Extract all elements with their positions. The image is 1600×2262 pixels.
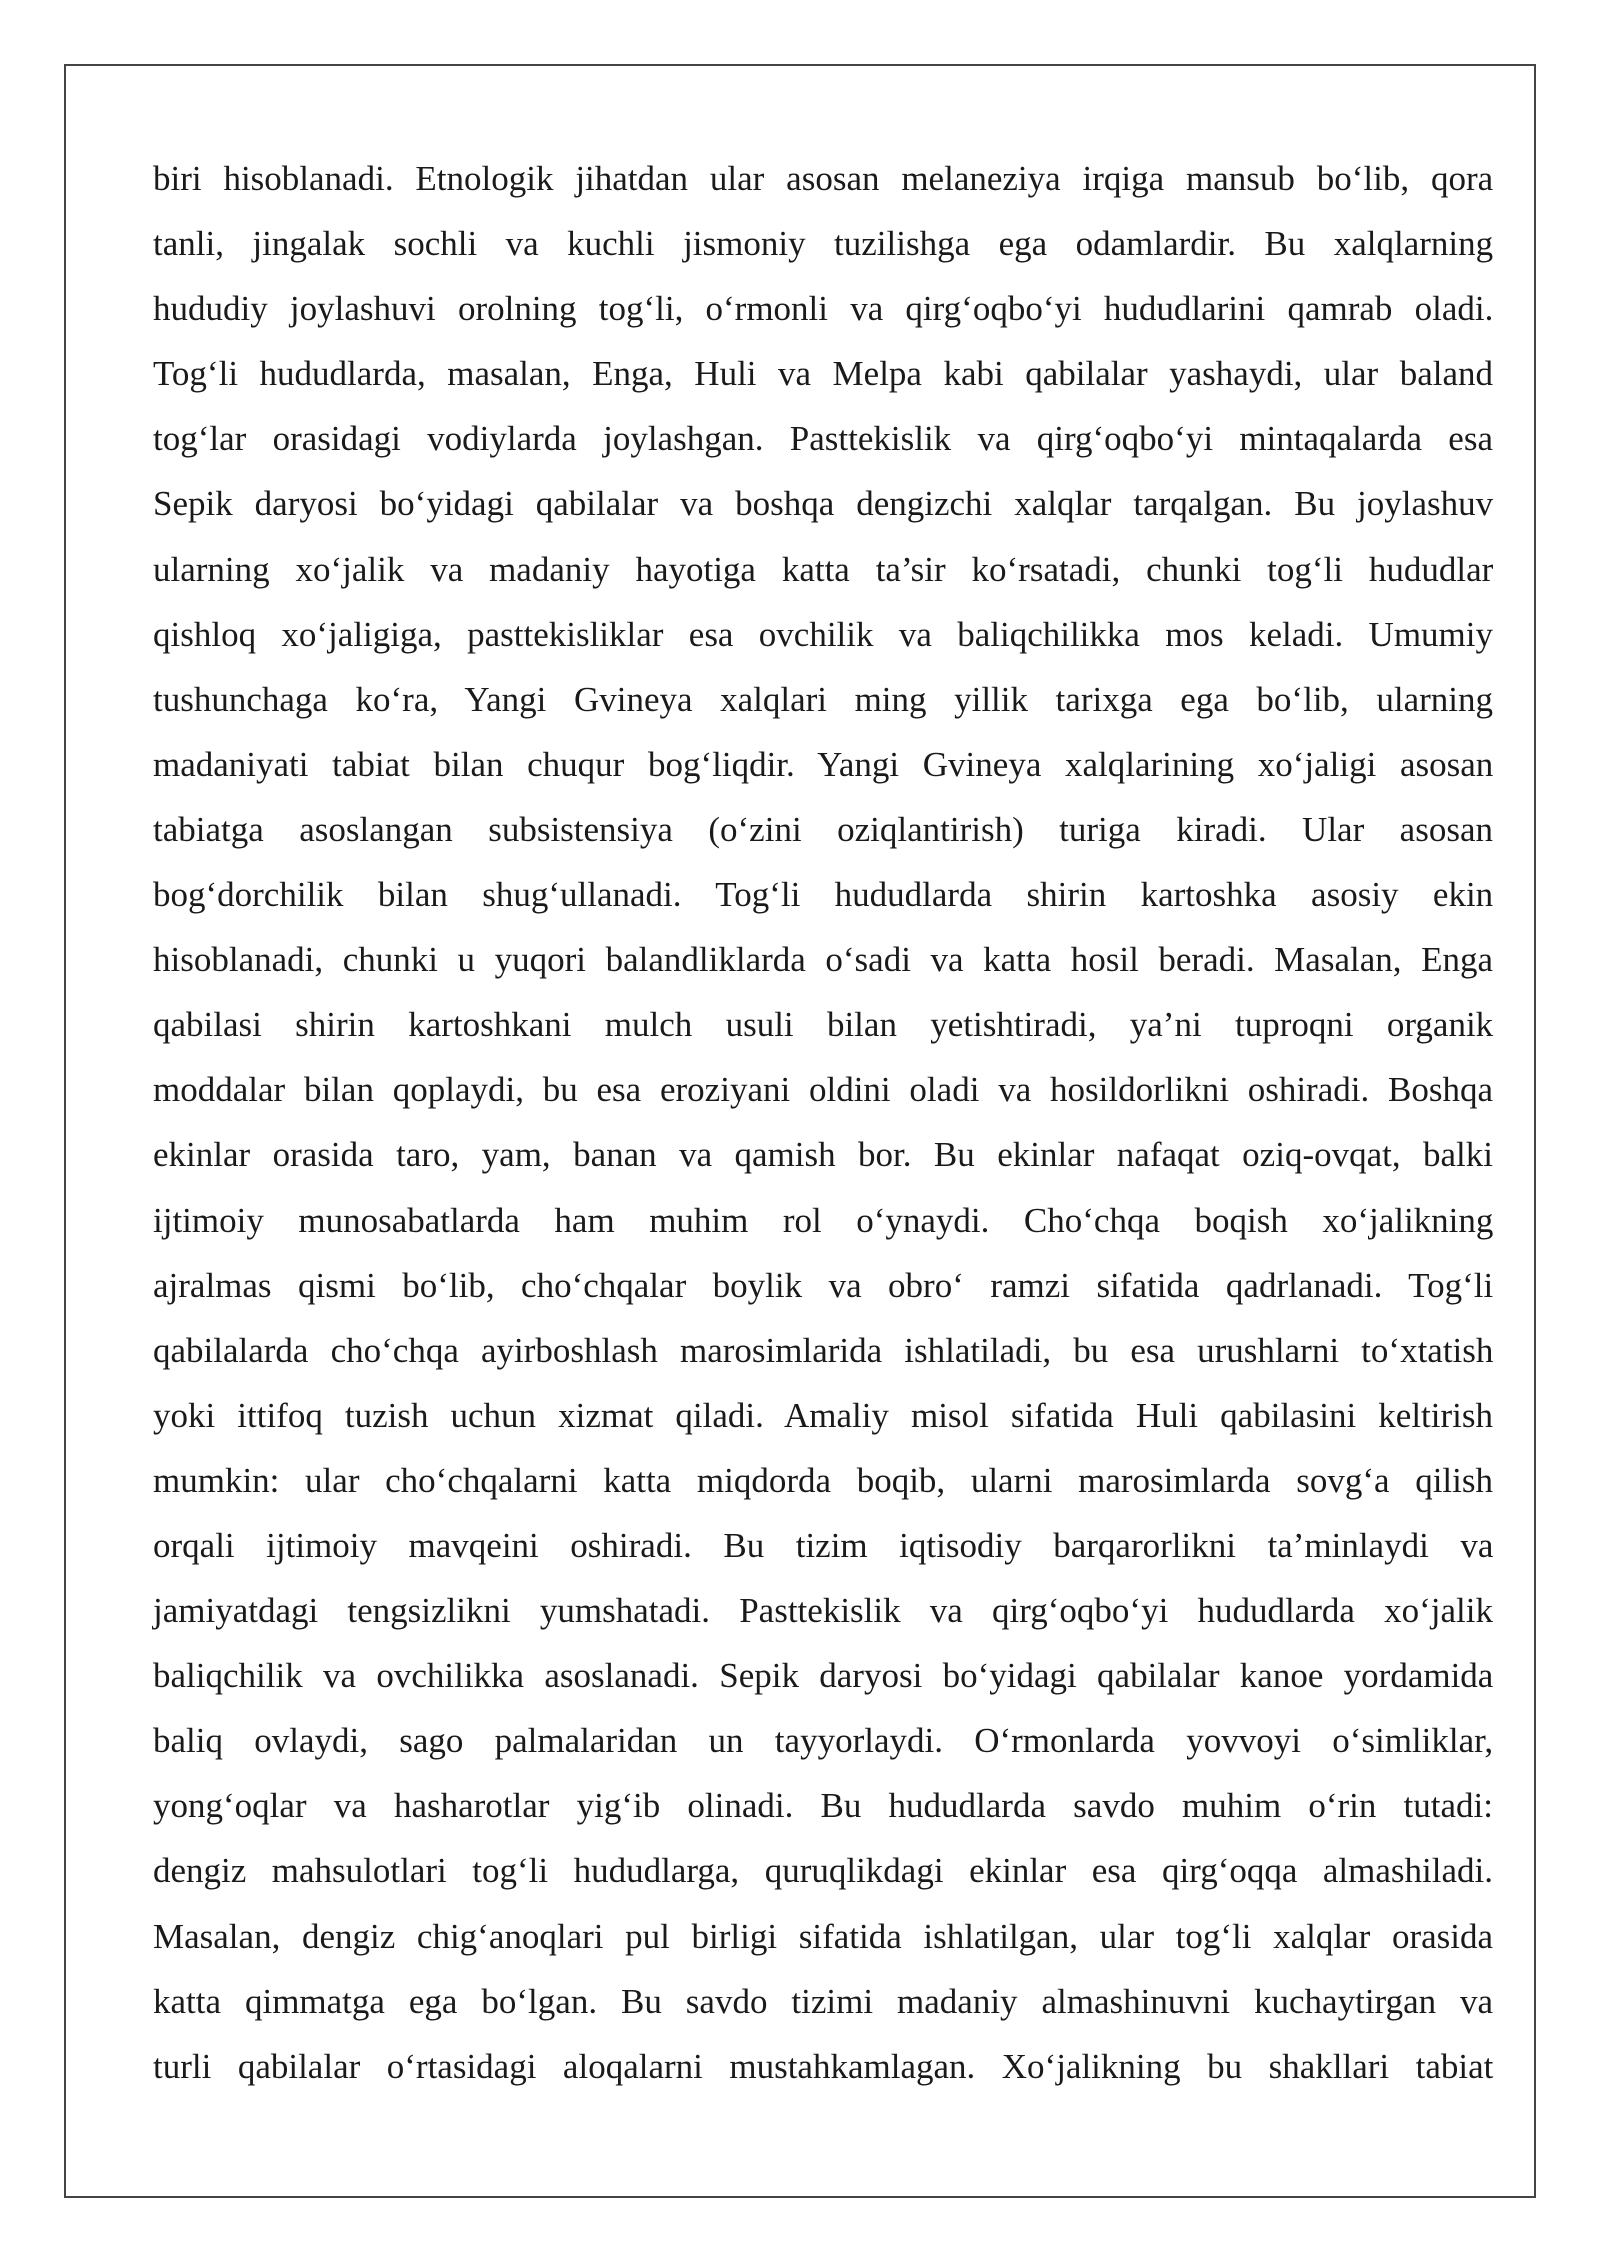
text-line: Tog‘li hududlarda, masalan, Enga, Huli va Melpa kabi qabilalar yashaydi, ular baland bbox=[153, 354, 1493, 394]
body-text bbox=[153, 146, 1493, 2099]
text-line: tog‘lar orasidagi vodiylarda joylashgan. Pasttekislik va qirg‘oqbo‘yi mintaqalarda esa bbox=[153, 419, 1493, 459]
text-line: baliqchilik va ovchilikka asoslanadi. Sepik daryosi bo‘yidagi qabilalar kanoe yordamida bbox=[153, 1656, 1494, 1696]
text-line: mumkin: ular cho‘chqalarni katta miqdorda boqib, ularni marosimlarda sovg‘a qilish bbox=[153, 1460, 1493, 1500]
text-line: turli qabilalar o‘rtasidagi aloqalarni mustahkamlagan. Xo‘jalikning bu shakllari tabiat bbox=[153, 2046, 1494, 2086]
text-line: hududiy joylashuvi orolning tog‘li, o‘rmonli va qirg‘oqbo‘yi hududlarini qamrab oladi. bbox=[153, 289, 1494, 329]
text-line: ularning xo‘jalik va madaniy hayotiga katta ta’sir ko‘rsatadi, chunki tog‘li hududlar bbox=[153, 549, 1494, 589]
text-line: yoki ittifoq tuzish uchun xizmat qiladi. Amaliy misol sifatida Huli qabilasini keltirish bbox=[153, 1395, 1493, 1435]
text-line: qishloq xo‘jaligiga, pasttekisliklar esa ovchilik va baliqchilikka mos keladi. Umumiy bbox=[153, 614, 1493, 654]
text-line: jamiyatdagi tengsizlikni yumshatadi. Pasttekislik va qirg‘oqbo‘yi hududlarda xo‘jalik bbox=[153, 1591, 1493, 1631]
text-line: biri hisoblanadi. Etnologik jihatdan ular asosan melaneziya irqiga mansub bo‘lib, qora bbox=[153, 159, 1494, 198]
text-line: tabiatga asoslangan subsistensiya (o‘zini oziqlantirish) turiga kiradi. Ular asosan bbox=[153, 809, 1493, 849]
text-line: qabilalarda cho‘chqa ayirboshlash marosimlarida ishlatiladi, bu esa urushlarni to‘xtatish bbox=[153, 1330, 1494, 1370]
text-line: Masalan, dengiz chig‘anoqlari pul birligi sifatida ishlatilgan, ular tog‘li xalqlar orasida bbox=[153, 1916, 1494, 1956]
text-line: dengiz mahsulotlari tog‘li hududlarga, quruqlikdagi ekinlar esa qirg‘oqqa almashiladi. bbox=[153, 1851, 1493, 1891]
text-line: bog‘dorchilik bilan shug‘ullanadi. Tog‘li hududlarda shirin kartoshka asosiy ekin bbox=[153, 875, 1494, 915]
text-line: tanli, jingalak sochli va kuchli jismoniy tuzilishga ega odamlardir. Bu xalqlarning bbox=[153, 224, 1494, 264]
text-line: qabilasi shirin kartoshkani mulch usuli bilan yetishtiradi, ya’ni tuproqni organik bbox=[153, 1005, 1494, 1045]
text-line: yong‘oqlar va hasharotlar yig‘ib olinadi. Bu hududlarda savdo muhim o‘rin tutadi: bbox=[153, 1786, 1493, 1826]
text-line: katta qimmatga ega bo‘lgan. Bu savdo tizimi madaniy almashinuvni kuchaytirgan va bbox=[153, 1981, 1494, 2021]
text-line: baliq ovlaydi, sago palmalaridan un tayyorlaydi. O‘rmonlarda yovvoyi o‘simliklar, bbox=[153, 1721, 1494, 1761]
text-line: ijtimoiy munosabatlarda ham muhim rol o‘ynaydi. Cho‘chqa boqish xo‘jalikning bbox=[153, 1200, 1494, 1240]
text-line: ekinlar orasida taro, yam, banan va qamish bor. Bu ekinlar nafaqat oziq-ovqat, balki bbox=[153, 1135, 1494, 1175]
text-line: Sepik daryosi bo‘yidagi qabilalar va boshqa dengizchi xalqlar tarqalgan. Bu joylashuv bbox=[153, 484, 1494, 524]
text-line: tushunchaga ko‘ra, Yangi Gvineya xalqlari ming yillik tarixga ega bo‘lib, ularning bbox=[153, 679, 1493, 719]
text-line: moddalar bilan qoplaydi, bu esa eroziyani oldini oladi va hosildorlikni oshiradi. Boshqa bbox=[153, 1070, 1493, 1110]
text-line: madaniyati tabiat bilan chuqur bog‘liqdir. Yangi Gvineya xalqlarining xo‘jaligi asosan bbox=[153, 744, 1494, 784]
text-line: ajralmas qismi bo‘lib, cho‘chqalar boylik va obro‘ ramzi sifatida qadrlanadi. Tog‘li bbox=[153, 1265, 1494, 1305]
text-line: orqali ijtimoiy mavqeini oshiradi. Bu tizim iqtisodiy barqarorlikni ta’minlaydi va bbox=[153, 1525, 1494, 1565]
text-line: hisoblanadi, chunki u yuqori balandliklarda o‘sadi va katta hosil beradi. Masalan, Enga bbox=[153, 940, 1493, 980]
